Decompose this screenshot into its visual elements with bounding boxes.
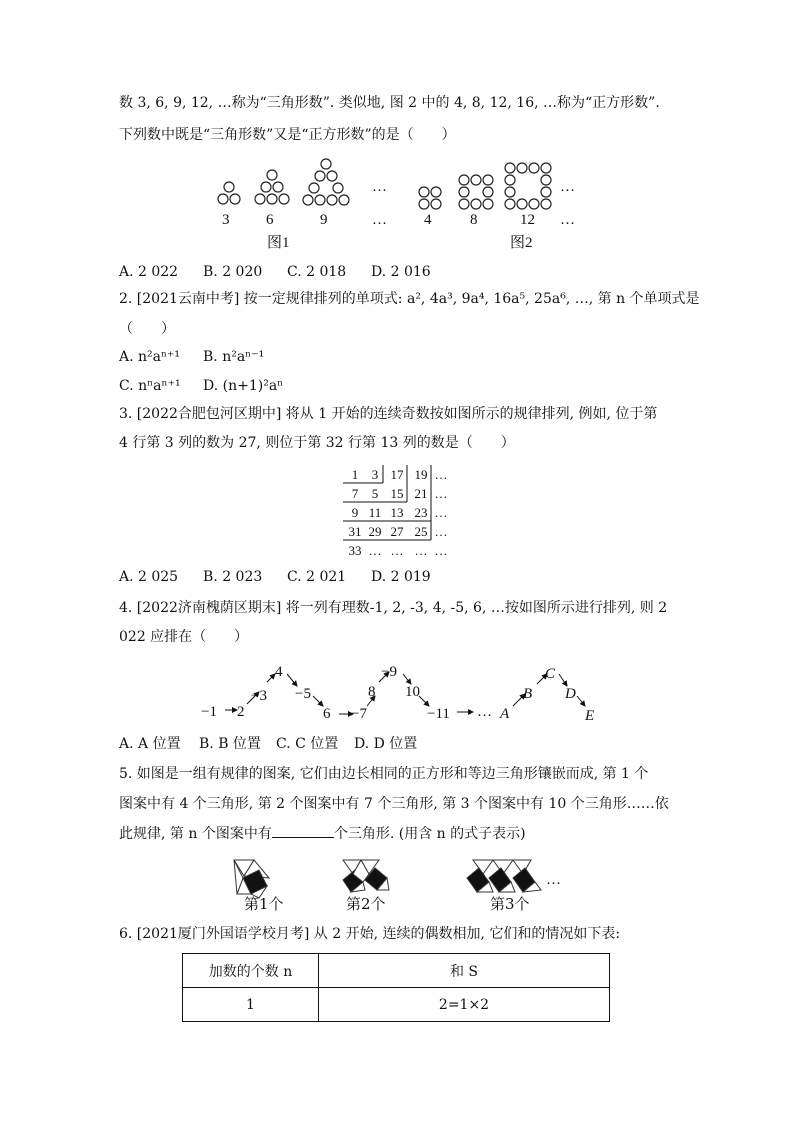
table-row xyxy=(183,988,610,1022)
fig1-ellipsis-bottom: … xyxy=(372,212,387,228)
zigzag-label-4: 4 xyxy=(275,664,283,680)
q1-text-line2: 下列数中既是“三角形数”又是“正方形数”的是（ ） xyxy=(119,127,456,143)
zigzag-label-neg3: −3 xyxy=(251,688,267,704)
grid-cell-r1c3: 17 xyxy=(390,467,404,482)
zigzag-label-b: B xyxy=(523,686,533,702)
q5-line3-after: 个三角形. (用含 n 的式子表示) xyxy=(333,826,526,842)
grid-cell-r5c1: 33 xyxy=(348,543,362,558)
figure-1-dots xyxy=(218,159,349,205)
zigzag-label-neg7: −7 xyxy=(351,706,367,722)
fig2-ellipsis-top: … xyxy=(560,179,575,195)
q4-option-d[interactable]: D. D 位置 xyxy=(354,736,418,752)
q4-option-b[interactable]: B. B 位置 xyxy=(199,736,261,752)
grid-cell-r4c1: 31 xyxy=(348,524,362,539)
table-header-sum: 和 S xyxy=(319,954,610,988)
q3-option-d[interactable]: D. 2 019 xyxy=(371,569,431,585)
q1-figure xyxy=(200,155,600,255)
q5-text-line2: 图案中有 4 个三角形, 第 2 个图案中有 7 个三角形, 第 3 个图案中有 10 个三角形……依 xyxy=(119,796,669,812)
q6-sum-table xyxy=(182,953,610,1022)
zigzag-label-c: C xyxy=(545,666,556,682)
q1-option-b[interactable]: B. 2 020 xyxy=(203,264,263,280)
fig1-label-9: 9 xyxy=(320,212,328,228)
grid-cell-r1c5: … xyxy=(434,467,448,482)
q4-text-line2: 022 应排在（ ） xyxy=(119,629,249,645)
fig2-caption: 图2 xyxy=(510,235,533,251)
grid-cell-r4c2: 29 xyxy=(368,524,382,539)
fig1-label-3: 3 xyxy=(222,212,230,228)
zigzag-label-neg11: −11 xyxy=(427,706,450,722)
grid-cell-r4c5: … xyxy=(434,524,448,539)
zigzag-label-2: 2 xyxy=(237,704,245,720)
q1-option-d[interactable]: D. 2 016 xyxy=(371,264,431,280)
q1-text-line1: 数 3, 6, 9, 12, …称为“三角形数”. 类似地, 图 2 中的 4, 8, 12, 16, …称为“正方形数”. xyxy=(119,95,660,111)
fig2-ellipsis-bottom: … xyxy=(560,212,575,228)
grid-cell-r1c1: 1 xyxy=(351,467,359,482)
zigzag-label-8: 8 xyxy=(368,684,376,700)
q2-option-a[interactable]: A. n²aⁿ⁺¹ xyxy=(119,349,181,365)
q3-text-line2: 4 行第 3 列的数为 27, 则位于第 32 行第 13 列的数是（ ） xyxy=(119,435,515,451)
zigzag-label-neg5: −5 xyxy=(295,686,311,702)
q3-option-c[interactable]: C. 2 021 xyxy=(287,569,347,585)
grid-cell-r5c5: … xyxy=(434,543,448,558)
q2-option-b[interactable]: B. n²aⁿ⁻¹ xyxy=(203,349,265,365)
grid-cell-r2c5: … xyxy=(434,486,448,501)
grid-cell-r3c5: … xyxy=(434,505,448,520)
figure-2-dots xyxy=(419,163,551,209)
q4-option-c[interactable]: C. C 位置 xyxy=(276,736,339,752)
q2-text-line2: （ ） xyxy=(119,321,175,337)
grid-cell-r2c2: 5 xyxy=(371,486,379,501)
q5-answer-blank[interactable] xyxy=(272,825,334,838)
pattern-3 xyxy=(467,860,541,892)
zigzag-label-d: D xyxy=(565,686,576,702)
table-header-row xyxy=(183,954,610,988)
grid-cell-r2c1: 7 xyxy=(351,486,359,501)
grid-cell-r4c3: 27 xyxy=(390,524,404,539)
fig2-label-8: 8 xyxy=(470,212,478,228)
pattern-ellipsis: … xyxy=(546,872,561,888)
zigzag-label-e: E xyxy=(585,708,595,724)
table-cell-sum: 2=1×2 xyxy=(319,988,610,1022)
grid-cell-r4c4: 25 xyxy=(414,524,428,539)
q5-text-line3 xyxy=(119,825,526,843)
zigzag-label-10: 10 xyxy=(405,684,420,700)
q2-text-line1: 2. [2021云南中考] 按一定规律排列的单项式: a², 4a³, 9a⁴, 16a⁵, 25a⁶, …, 第 n 个单项式是 xyxy=(119,291,700,307)
fig1-ellipsis-top: … xyxy=(372,179,387,195)
grid-cell-r2c3: 15 xyxy=(390,486,404,501)
q4-option-a[interactable]: A. A 位置 xyxy=(119,736,181,752)
grid-cell-r3c2: 11 xyxy=(368,505,382,520)
q3-number-grid xyxy=(335,463,460,563)
q2-option-d[interactable]: D. (n+1)²aⁿ xyxy=(203,378,284,394)
pattern-2 xyxy=(343,860,389,892)
grid-cell-r3c4: 23 xyxy=(414,505,428,520)
zigzag-label-neg1: −1 xyxy=(201,704,217,720)
grid-cell-r3c3: 13 xyxy=(390,505,404,520)
grid-cell-r2c4: 21 xyxy=(414,486,428,501)
q5-line3-before: 此规律, 第 n 个图案中有 xyxy=(119,826,272,842)
table-header-count: 加数的个数 n xyxy=(183,954,319,988)
q5-text-line1: 5. 如图是一组有规律的图案, 它们由边长相同的正方形和等边三角形镶嵌而成, 第 1 个 xyxy=(119,766,649,782)
zigzag-label-neg9: −9 xyxy=(381,664,397,680)
pattern-1 xyxy=(234,860,269,898)
grid-cell-r1c2: 3 xyxy=(371,467,379,482)
q5-caption-1: 第1个 xyxy=(244,895,284,913)
zigzag-label-a: A xyxy=(500,706,510,722)
q5-caption-2: 第2个 xyxy=(346,895,386,913)
q1-option-a[interactable]: A. 2 022 xyxy=(119,264,179,280)
zigzag-label-6: 6 xyxy=(323,706,331,722)
fig2-label-4: 4 xyxy=(424,212,432,228)
fig1-label-6: 6 xyxy=(266,212,274,228)
fig1-caption: 图1 xyxy=(267,235,290,251)
q4-zigzag-figure xyxy=(195,658,615,728)
q3-option-a[interactable]: A. 2 025 xyxy=(119,569,179,585)
zigzag-ellipsis: … xyxy=(477,704,492,720)
grid-cell-r5c2: … xyxy=(368,543,382,558)
q4-text-line1: 4. [2022济南槐荫区期末] 将一列有理数-1, 2, -3, 4, -5, 6, …按如图所示进行排列, 则 2 xyxy=(119,600,668,616)
grid-cell-r3c1: 9 xyxy=(351,505,359,520)
fig2-label-12: 12 xyxy=(520,212,535,228)
grid-cell-r1c4: 19 xyxy=(414,467,428,482)
q2-option-c[interactable]: C. nⁿaⁿ⁺¹ xyxy=(119,378,181,394)
grid-cell-r5c4: … xyxy=(414,543,428,558)
q5-caption-3: 第3个 xyxy=(490,895,530,913)
table-cell-count: 1 xyxy=(183,988,319,1022)
q3-option-b[interactable]: B. 2 023 xyxy=(203,569,263,585)
grid-cell-r5c3: … xyxy=(390,543,404,558)
q3-text-line1: 3. [2022合肥包河区期中] 将从 1 开始的连续奇数按如图所示的规律排列, 例如, 位于第 xyxy=(119,406,658,422)
q6-text-line1: 6. [2021厦门外国语学校月考] 从 2 开始, 连续的偶数相加, 它们和的情况如下表: xyxy=(119,926,621,942)
q1-option-c[interactable]: C. 2 018 xyxy=(287,264,347,280)
